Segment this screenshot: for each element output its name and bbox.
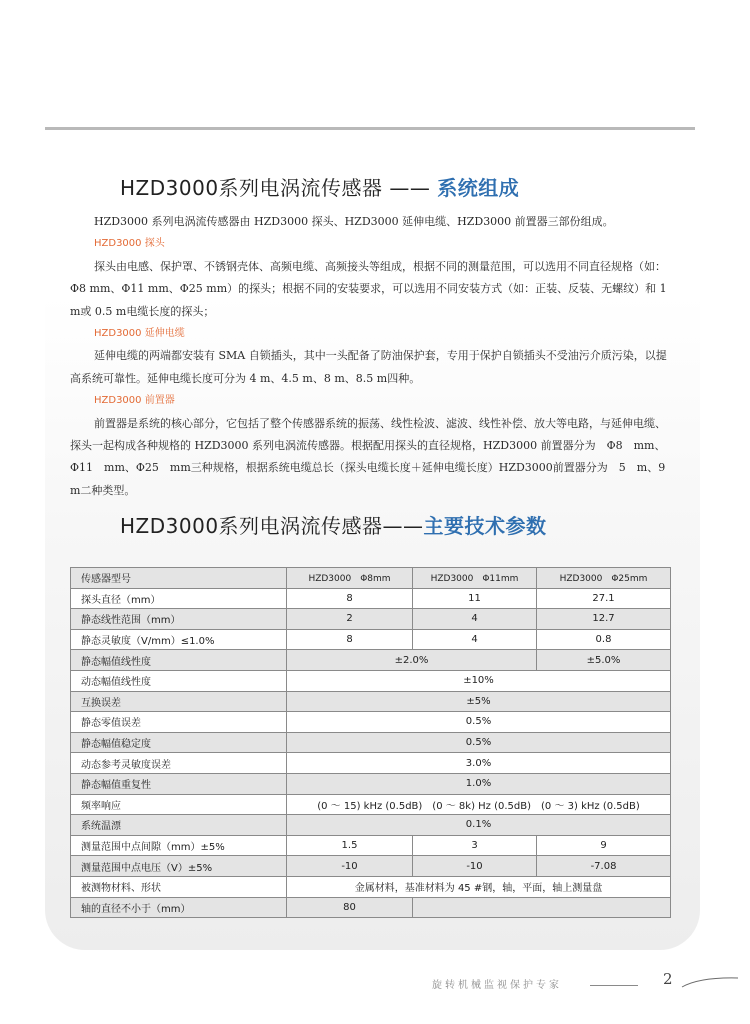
table-cell: 1.5	[287, 835, 413, 856]
table-cell: 0.5%	[287, 732, 671, 753]
table-cell: (0 ～ 15) kHz (0.5dB) (0 ～ 8k) Hz (0.5dB) (0 ～ 3) kHz (0.5dB)	[287, 794, 671, 815]
table-row	[71, 876, 671, 897]
table-cell: 静态幅值重复性	[71, 773, 287, 794]
table-row	[71, 856, 671, 877]
table-cell: -10	[413, 856, 537, 877]
table-cell: ±5.0%	[537, 650, 671, 671]
table-row	[71, 835, 671, 856]
table-cell: 12.7	[537, 609, 671, 630]
table-row	[71, 815, 671, 836]
table-row	[71, 691, 671, 712]
composition-text	[70, 211, 675, 502]
section-title-highlight: 主要技术参数	[423, 514, 547, 538]
footer-swoosh-icon	[680, 975, 740, 989]
table-cell: 9	[537, 835, 671, 856]
table-row	[71, 773, 671, 794]
table-cell: 静态灵敏度（V/mm）≤1.0%	[71, 629, 287, 650]
table-cell: 测量范围中点间隙（mm）±5%	[71, 835, 287, 856]
table-cell: 探头直径（mm）	[71, 588, 287, 609]
table-cell: 1.0%	[287, 773, 671, 794]
table-cell: ±10%	[287, 670, 671, 691]
table-cell: 动态幅值线性度	[71, 670, 287, 691]
intro-paragraph: HZD3000 系列电涡流传感器由 HZD3000 探头、HZD3000 延伸电缆、HZD3000 前置器三部份组成。	[94, 215, 614, 228]
table-cell: 0.8	[537, 629, 671, 650]
table-cell: 8	[287, 588, 413, 609]
table-cell	[413, 897, 671, 918]
probe-paragraph: 探头由电感、保护罩、不锈钢壳体、高频电缆、高频接头等组成，根据不同的测量范围，可以选用不同直径规格（如：Φ8 mm、Φ11 mm、Φ25 mm）的探头；根据不同的安装要求，可以选用不同安装方式（如：正装、反装、无螺纹）和 1 m或 0.5 m电缆长度的探头；	[70, 259, 667, 318]
table-cell: 11	[413, 588, 537, 609]
table-cell: ±2.0%	[287, 650, 537, 671]
table-cell: 频率响应	[71, 794, 287, 815]
table-cell: 4	[413, 629, 537, 650]
table-cell: 互换误差	[71, 691, 287, 712]
table-cell: HZD3000 Φ8mm	[287, 568, 413, 589]
table-cell: 3.0%	[287, 753, 671, 774]
cable-paragraph: 延伸电缆的两端都安装有 SMA 自锁插头，其中一头配备了防油保护套，专用于保护自锁插头不受油污介质污染，以提高系统可靠性。延伸电缆长度可分为 4 m、4.5 m、8 m、8.5 m四种。	[70, 349, 667, 385]
page-number: 2	[663, 970, 673, 988]
table-cell: 测量范围中点电压（V）±5%	[71, 856, 287, 877]
table-cell: HZD3000 Φ25mm	[537, 568, 671, 589]
table-row	[71, 732, 671, 753]
section-title-prefix: HZD3000系列电涡流传感器——	[120, 514, 424, 538]
section-title-prefix: HZD3000系列电涡流传感器 ——	[120, 176, 438, 200]
spec-table	[70, 567, 671, 918]
table-cell: 静态零值误差	[71, 712, 287, 733]
table-cell: 27.1	[537, 588, 671, 609]
table-row	[71, 670, 671, 691]
table-cell: 8	[287, 629, 413, 650]
table-row	[71, 897, 671, 918]
table-cell: 静态幅值线性度	[71, 650, 287, 671]
table-row	[71, 629, 671, 650]
preamp-paragraph: 前置器是系统的核心部分，它包括了整个传感器系统的振荡、线性检波、滤波、线性补偿、放大等电路，与延伸电缆、探头一起构成各种规格的 HZD3000 系列电涡流传感器。根据配用探头的直径规格，HZD3000 前置器分为 Φ8 mm、Φ11 mm、Φ25 mm三种规格，根据系统电缆总长（探头电缆长度＋延伸电缆长度）HZD3000前置器分为 5 m、9 m二种类型。	[70, 416, 677, 497]
table-row	[71, 712, 671, 733]
table-header-row	[71, 568, 671, 589]
top-rule	[45, 127, 695, 130]
section-title-composition	[120, 172, 519, 201]
table-cell: 动态参考灵敏度误差	[71, 753, 287, 774]
table-cell: 静态线性范围（mm）	[71, 609, 287, 630]
table-cell: 3	[413, 835, 537, 856]
table-row	[71, 794, 671, 815]
cable-heading: HZD3000 延伸电缆	[94, 328, 185, 340]
table-cell: 4	[413, 609, 537, 630]
footer-line	[590, 985, 638, 986]
footer-slogan: 旋转机械监视保护专家	[432, 980, 562, 991]
table-cell: 传感器型号	[71, 568, 287, 589]
table-cell: -10	[287, 856, 413, 877]
section-title-highlight: 系统组成	[437, 176, 520, 200]
preamp-heading: HZD3000 前置器	[94, 395, 175, 407]
table-row	[71, 609, 671, 630]
table-cell: 轴的直径不小于（mm）	[71, 897, 287, 918]
table-cell: 金属材料，基准材料为 45 #钢，轴，平面，轴上测量盘	[287, 876, 671, 897]
table-cell: 0.1%	[287, 815, 671, 836]
probe-heading: HZD3000 探头	[94, 238, 165, 250]
table-cell: 2	[287, 609, 413, 630]
table-cell: 被测物材料、形状	[71, 876, 287, 897]
table-row	[71, 753, 671, 774]
table-row	[71, 650, 671, 671]
table-cell: 80	[287, 897, 413, 918]
table-cell: 系统温漂	[71, 815, 287, 836]
table-cell: 0.5%	[287, 712, 671, 733]
table-cell: ±5%	[287, 691, 671, 712]
table-cell: HZD3000 Φ11mm	[413, 568, 537, 589]
table-cell: -7.08	[537, 856, 671, 877]
section-title-specs	[120, 510, 547, 539]
table-cell: 静态幅值稳定度	[71, 732, 287, 753]
table-row	[71, 588, 671, 609]
